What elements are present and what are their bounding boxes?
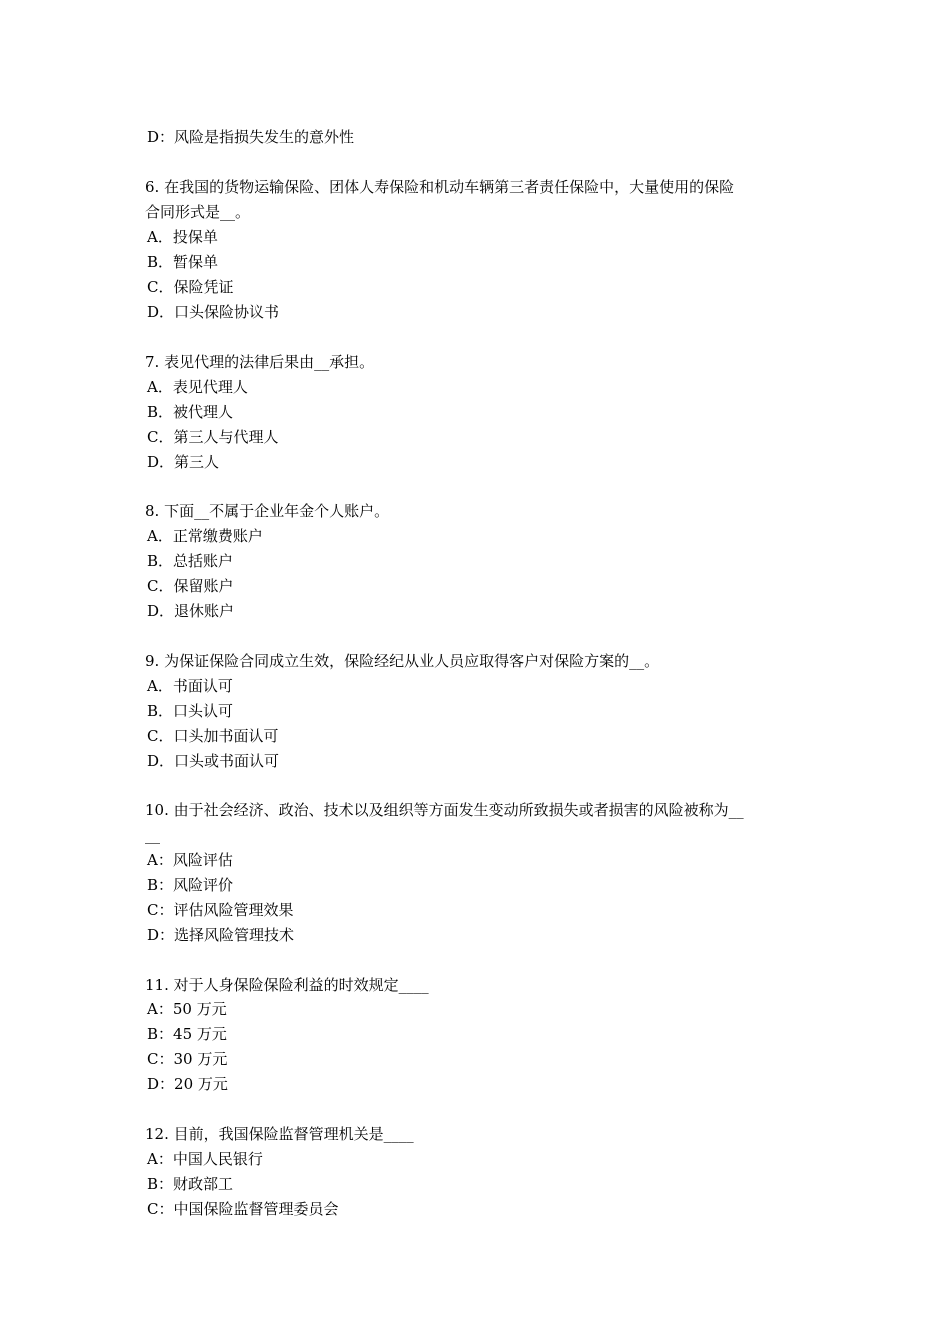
answer-option: C．第三人与代理人 — [147, 428, 279, 446]
question-text: 12. 目前，我国保险监督管理机关是____ — [145, 1125, 414, 1143]
answer-option: B．总括账户 — [147, 552, 234, 570]
answer-option: B：风险评价 — [147, 876, 234, 894]
answer-option: C：30 万元 — [147, 1050, 228, 1068]
answer-option: D：选择风险管理技术 — [147, 926, 295, 944]
question-text: __ — [145, 826, 160, 844]
answer-option: A．投保单 — [147, 228, 218, 246]
answer-option: D．第三人 — [147, 453, 220, 471]
answer-option: C．保留账户 — [147, 577, 234, 595]
answer-option: C．保险凭证 — [147, 278, 234, 296]
answer-option: B．暂保单 — [147, 253, 219, 271]
answer-option: C：中国保险监督管理委员会 — [147, 1200, 339, 1218]
answer-option: B：45 万元 — [147, 1025, 227, 1043]
answer-option: A．表见代理人 — [147, 378, 248, 396]
question-text: 8. 下面__不属于企业年金个人账户。 — [145, 502, 390, 520]
answer-option: C：评估风险管理效果 — [147, 901, 294, 919]
question-text: 7. 表见代理的法律后果由__承担。 — [145, 353, 375, 371]
question-text: 11. 对于人身保险保险利益的时效规定____ — [145, 976, 429, 994]
answer-option: D．退休账户 — [147, 602, 235, 620]
answer-option: A：中国人民银行 — [147, 1150, 263, 1168]
question-text: 9. 为保证保险合同成立生效，保险经纪从业人员应取得客户对保险方案的__。 — [145, 652, 660, 670]
question-text: 10. 由于社会经济、政治、技术以及组织等方面发生变动所致损失或者损害的风险被称为__ — [145, 801, 744, 819]
question-text: 6. 在我国的货物运输保险、团体人寿保险和机动车辆第三者责任保险中，大量使用的保险 — [145, 178, 735, 196]
answer-option: A．书面认可 — [147, 677, 233, 695]
answer-option: A：50 万元 — [147, 1000, 227, 1018]
answer-option: C．口头加书面认可 — [147, 727, 279, 745]
answer-option: D：风险是指损失发生的意外性 — [147, 128, 355, 146]
answer-option: B．口头认可 — [147, 702, 234, 720]
answer-option: D．口头或书面认可 — [147, 752, 280, 770]
question-text: 合同形式是__。 — [145, 203, 251, 221]
answer-option: B：财政部工 — [147, 1175, 234, 1193]
answer-option: D．口头保险协议书 — [147, 303, 280, 321]
answer-option: A：风险评估 — [147, 851, 233, 869]
answer-option: D：20 万元 — [147, 1075, 228, 1093]
answer-option: A．正常缴费账户 — [147, 527, 263, 545]
answer-option: B．被代理人 — [147, 403, 234, 421]
